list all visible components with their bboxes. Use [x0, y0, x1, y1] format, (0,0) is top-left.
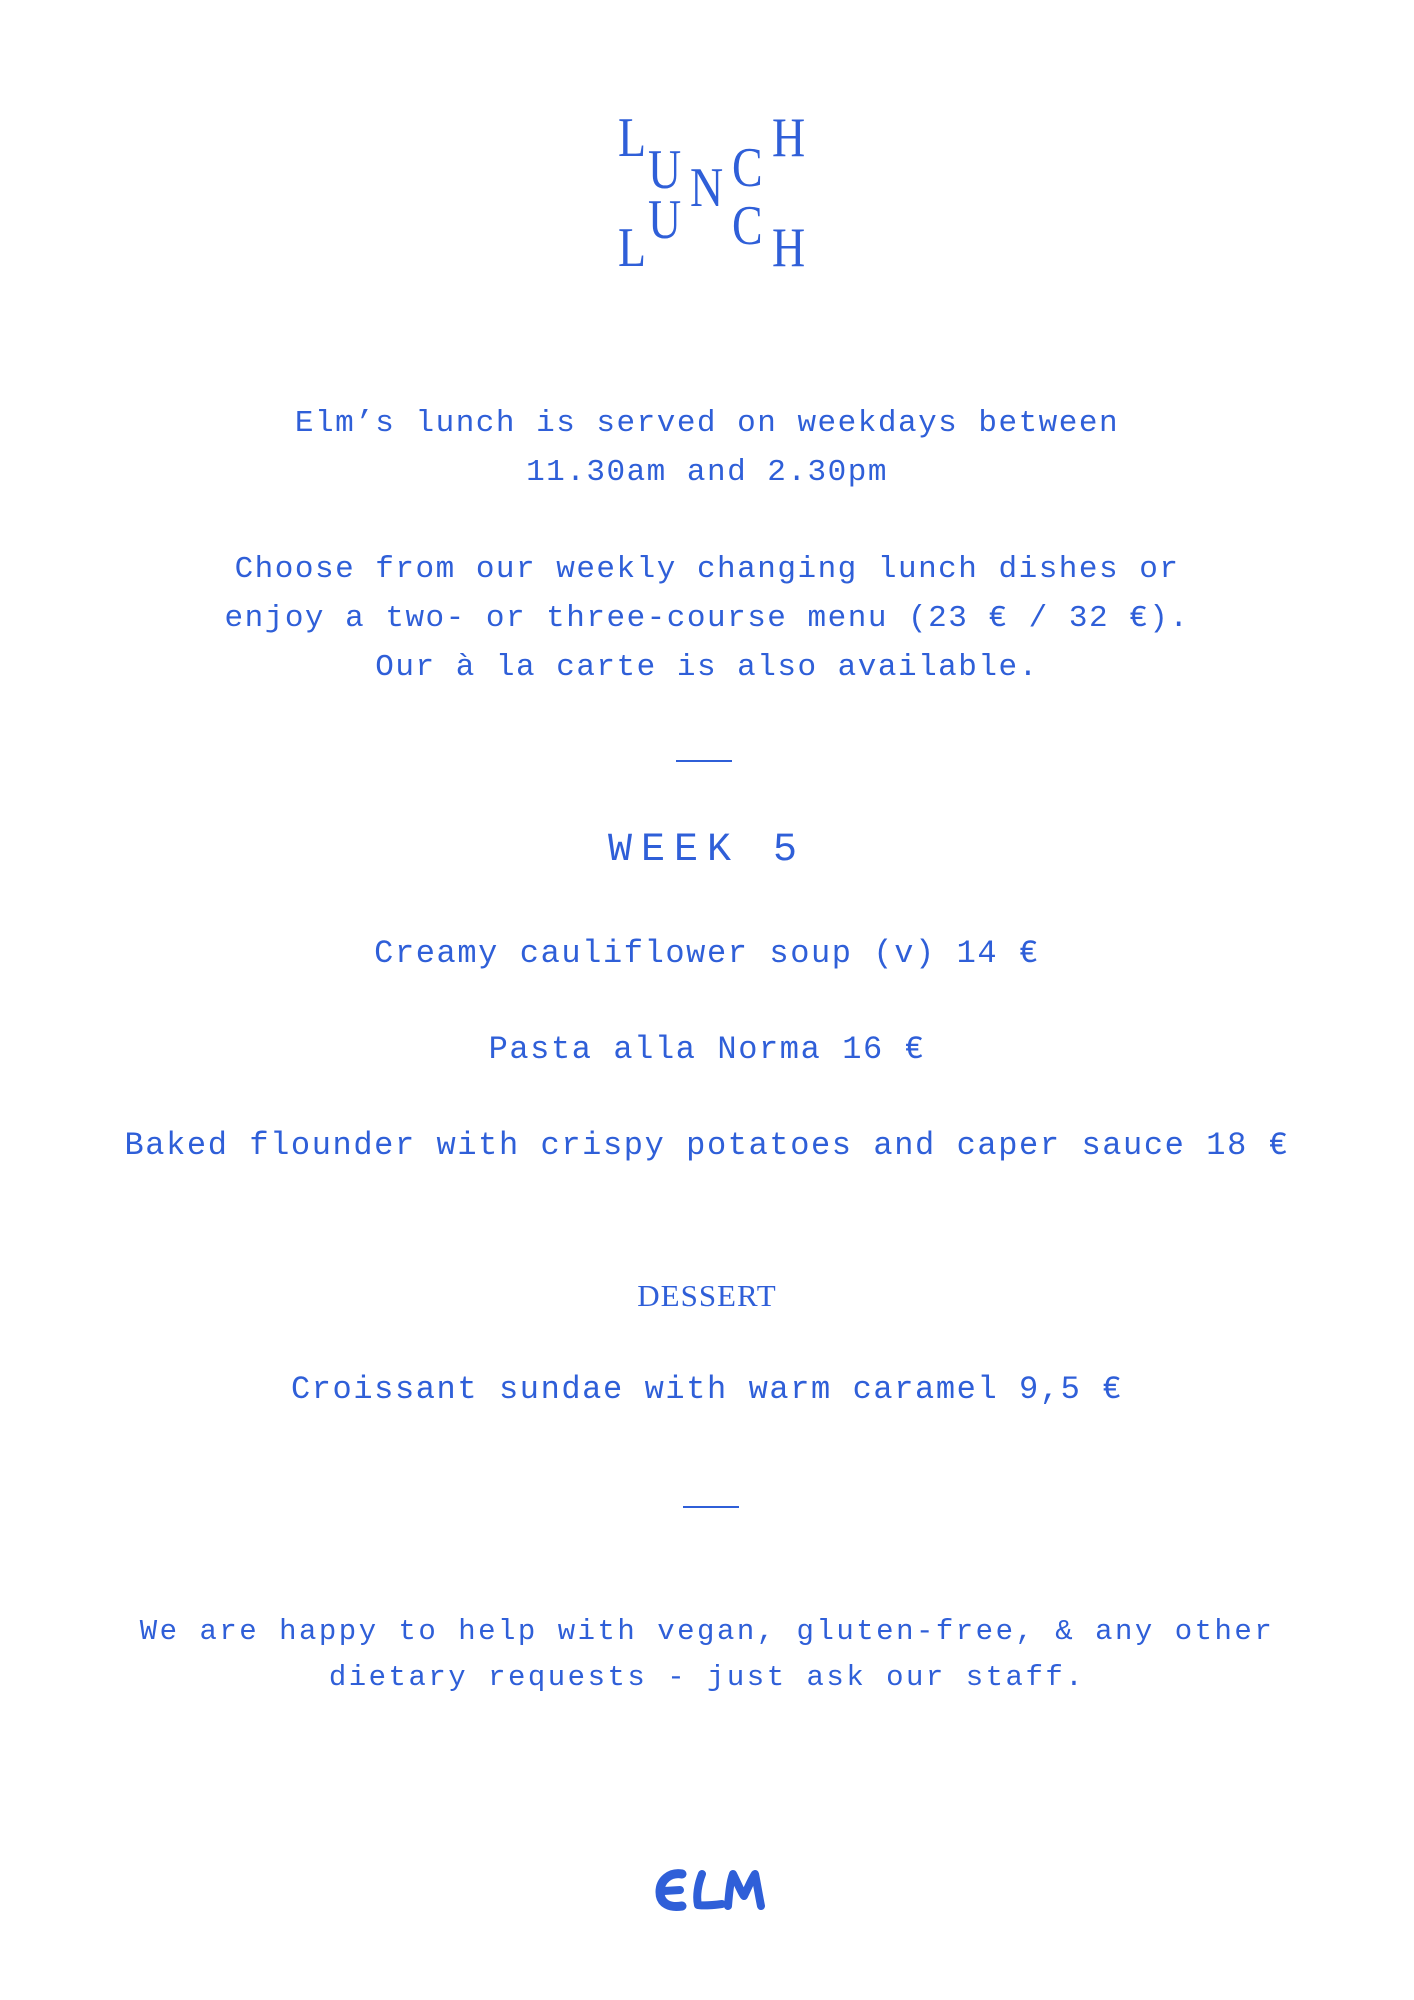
elm-logo — [652, 1862, 770, 1916]
lunch-logo — [610, 102, 820, 282]
intro-line: enjoy a two- or three-course menu (23 € / 32 €). — [224, 601, 1190, 636]
dietary-note-line: dietary requests - just ask our staff. — [328, 1661, 1086, 1694]
dessert-title: DESSERT — [637, 1278, 777, 1313]
dish-item: Baked flounder with crispy potatoes and caper sauce 18 € — [124, 1127, 1290, 1164]
dish-item: Creamy cauliflower soup (v) 14 € — [374, 935, 1040, 972]
logo-letter: H — [772, 107, 806, 169]
dietary-note-line: We are happy to help with vegan, gluten-free, & any other — [139, 1615, 1275, 1648]
dietary-note — [0, 1609, 1414, 1701]
intro-menu-info — [0, 545, 1414, 692]
intro-line: Our à la carte is also available. — [375, 650, 1039, 685]
logo-letter: H — [772, 217, 806, 279]
logo-letter: N — [690, 157, 724, 219]
logo-letter: C — [732, 137, 763, 199]
dessert-item: Croissant sundae with warm caramel 9,5 € — [290, 1371, 1124, 1408]
intro-hours — [0, 399, 1414, 497]
logo-letter: L — [618, 107, 647, 169]
intro-line: Elm’s lunch is served on weekdays between — [294, 406, 1120, 441]
logo-letter: U — [648, 189, 682, 251]
dish-item: Pasta alla Norma 16 € — [488, 1031, 926, 1068]
divider — [683, 1506, 739, 1508]
logo-letter: U — [648, 139, 682, 201]
week-title: WEEK 5 — [607, 828, 807, 873]
intro-line: Choose from our weekly changing lunch dishes or — [234, 552, 1180, 587]
divider — [676, 760, 732, 762]
intro-line: 11.30am and 2.30pm — [526, 455, 888, 490]
logo-letter: C — [732, 195, 763, 257]
logo-letter: L — [618, 217, 647, 279]
